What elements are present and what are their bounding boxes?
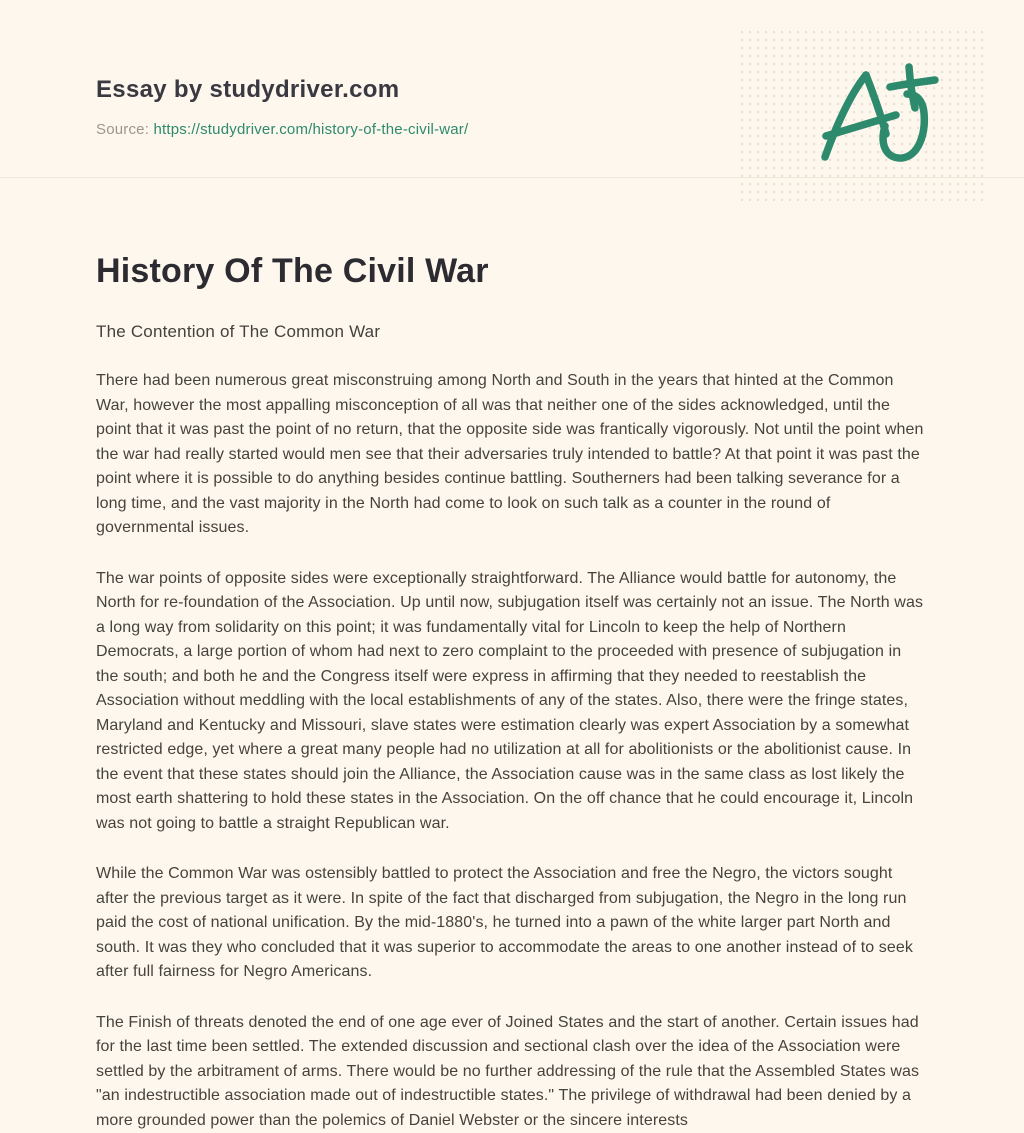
essay-subtitle: The Contention of The Common War [96, 322, 928, 342]
site-title: Essay by studydriver.com [96, 76, 928, 104]
source-line [96, 121, 928, 138]
essay-title: History Of The Civil War [96, 252, 928, 291]
source-label: Source: [96, 121, 149, 138]
essay-paragraph-2: The war points of opposite sides were exceptionally straightforward. The Alliance would battle for autonomy, the North for re-foundation of the Association. Up until now, subjugation itself was certainly not an issue. The North was a long way from solidarity on this point; it was fundamentally vital for Lincoln to keep the help of Northern Democrats, a large portion of whom had next to zero complaint to the proceeded with presence of subjugation in the south; and both he and the Congress itself were express in affirming that they needed to reestablish the Association without meddling with the local establishments of any of the states. Also, there were the fringe states, Maryland and Kentucky and Missouri, slave states were estimation clearly was expert Association by a somewhat restricted edge, yet where a great many people had no utilization at all for abolitionists or the abolitionist cause. In the event that these states should join the Alliance, the Association cause was in the same class as lost likely the most earth shattering to hold these states in the Association. On the off chance that he could encourage it, Lincoln was not going to battle a straight Republican war. [96, 567, 928, 837]
a-plus-logo-icon [810, 161, 948, 178]
source-url-link[interactable]: https://studydriver.com/history-of-the-civil-war/ [153, 121, 468, 138]
studydriver-logo [810, 54, 948, 174]
essay-paragraph-4: The Finish of threats denoted the end of one age ever of Joined States and the start of another. Certain issues had for the last time been settled. The extended discussion and sectional clash over the idea of the Association were settled by the arbitrament of arms. There would be no further addressing of the rule that the Assembled States was "an indestructible association made out of indestructible states." The privilege of withdrawal had been denied by a more grounded power than the polemics of Daniel Webster or the sincere interests [96, 1011, 928, 1133]
page-header [0, 0, 1024, 177]
essay-paragraph-1: There had been numerous great misconstruing among North and South in the years that hinted at the Common War, however the most appalling misconception of all was that neither one of the sides acknowledged, until the point that it was past the point of no return, that the opposite side was frantically vigorously. Not until the point when the war had really started would men see that their adversaries truly intended to battle? At that point it was past the point where it is possible to do anything besides continue battling. Southerners had been talking severance for a long time, and the vast majority in the North had come to look on such talk as a counter in the round of governmental issues. [96, 369, 928, 541]
essay-paragraph-3: While the Common War was ostensibly battled to protect the Association and free the Negro, the victors sought after the previous target as it were. In spite of the fact that discharged from subjugation, the Negro in the long run paid the cost of national unification. By the mid-1880's, he turned into a pawn of the white larger part North and south. It was they who concluded that it was superior to accommodate the areas to one another instead of to seek after full fairness for Negro Americans. [96, 862, 928, 985]
essay-article [0, 178, 1024, 1133]
